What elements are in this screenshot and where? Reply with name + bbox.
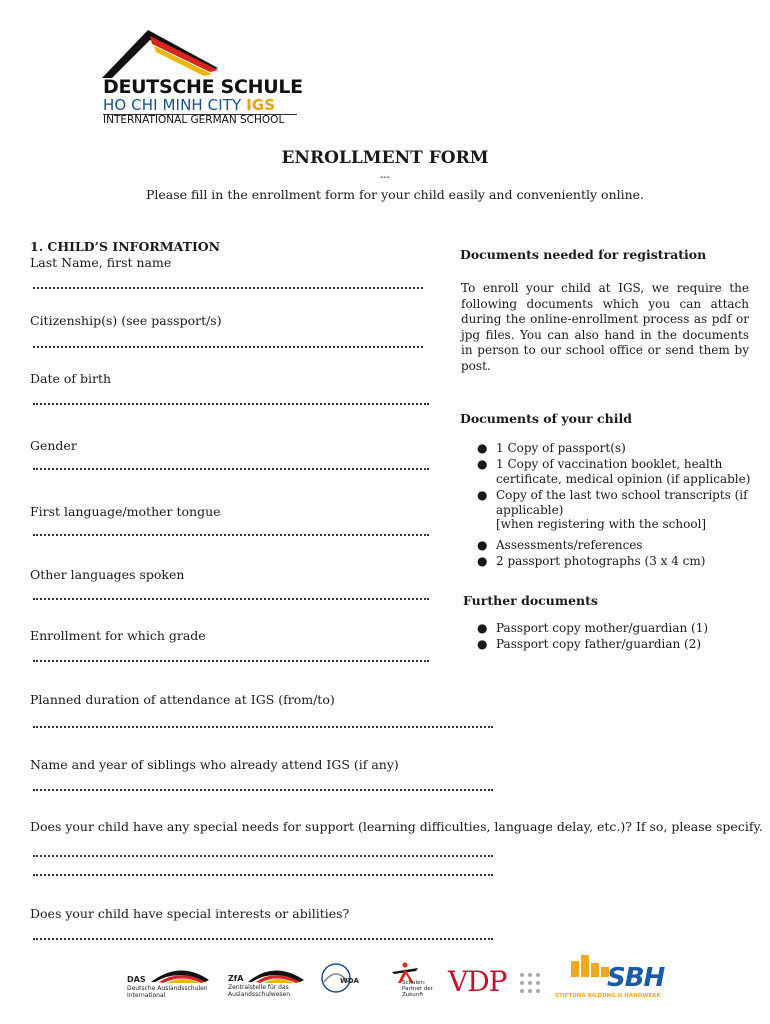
further-docs-list	[461, 621, 751, 652]
field-input-citizenship[interactable]	[33, 346, 423, 348]
field-label-special-needs: Does your child have any special needs for support (learning difficulties, language delay, etc.)? If so, please specify.	[30, 819, 763, 834]
sbh-logo-subtext: STIFTUNG BILDUNG & HANDWERK	[555, 993, 661, 999]
bullet-icon: ●	[477, 621, 488, 635]
vdp-logo	[448, 965, 548, 1001]
bullet-icon: ●	[477, 553, 488, 568]
field-input-first-language[interactable]	[33, 534, 429, 536]
title-separator: ---	[379, 172, 391, 183]
pasch-logo-text: Schulen: Partner der Zukunft	[402, 980, 433, 998]
further-docs-title: Further documents	[463, 593, 598, 608]
child-docs-title: Documents of your child	[460, 411, 632, 426]
field-label-attendance-duration: Planned duration of attendance at IGS (from/to)	[30, 692, 335, 707]
bullet-icon: ●	[477, 456, 488, 471]
list-item: ● Copy of the last two school transcripts (if applicable)	[477, 487, 748, 517]
list-item: ● 1 Copy of passport(s)	[477, 441, 626, 455]
sbh-logo-text: SBH	[607, 963, 665, 993]
docs-needed-title: Documents needed for registration	[460, 247, 707, 262]
section-heading-child-info: 1. CHILD’S INFORMATION	[30, 239, 221, 254]
das-logo-subtext: Deutsche Auslandsschulen International	[127, 985, 208, 999]
intro-text: Please fill in the enrollment form for your child easily and conveniently online.	[145, 187, 645, 202]
child-docs-note: [when registering with the school]	[496, 517, 707, 531]
docs-needed-text: To enroll your child at IGS, we require the following documents which you can attach during the online-enrollment process as pdf or jpg files. You can also hand in the documents in person to our school office or send them by post.	[461, 281, 749, 373]
bullet-icon: ●	[477, 487, 488, 502]
field-input-gender[interactable]	[33, 468, 429, 470]
logo-subtitle: HO CHI MINH CITY IGS	[103, 96, 276, 114]
page-title: ENROLLMENT FORM	[281, 148, 489, 168]
field-input-special-needs-2[interactable]	[33, 874, 493, 876]
bullet-icon: ●	[477, 538, 488, 552]
bullet-icon: ●	[477, 636, 488, 651]
logo-tagline: INTERNATIONAL GERMAN SCHOOL	[103, 114, 285, 126]
wda-logo	[318, 960, 378, 1000]
zfa-logo-text: ZfA	[228, 974, 244, 983]
vdp-logo-dots	[518, 971, 544, 997]
vdp-logo-text: VDP	[448, 965, 507, 998]
zfa-logo-subtext: Zentralstelle für das Auslandsschulwesen	[228, 984, 291, 998]
list-item: ● 1 Copy of vaccination booklet, health certificate, medical opinion (if applicable)	[477, 456, 751, 486]
bullet-icon: ●	[477, 441, 488, 455]
field-label-siblings: Name and year of siblings who already attend IGS (if any)	[30, 757, 399, 772]
pasch-logo	[388, 962, 440, 1000]
field-label-gender: Gender	[30, 438, 77, 453]
das-logo-text: DAS	[127, 975, 146, 984]
school-logo-arc	[100, 22, 220, 82]
field-input-name[interactable]	[33, 287, 423, 289]
das-logo	[125, 962, 220, 1002]
field-label-name: Last Name, first name	[30, 255, 172, 270]
field-input-special-interests[interactable]	[33, 938, 493, 940]
logo-title: DEUTSCHE SCHULE	[103, 76, 303, 98]
zfa-logo	[226, 962, 311, 1002]
field-label-other-languages: Other languages spoken	[30, 567, 185, 582]
sbh-logo	[555, 953, 665, 1001]
child-docs-more-list	[461, 538, 751, 569]
field-input-other-languages[interactable]	[33, 598, 429, 600]
list-item: ● Assessments/references	[477, 538, 643, 552]
field-label-grade: Enrollment for which grade	[30, 628, 206, 643]
field-label-date-of-birth: Date of birth	[30, 371, 112, 386]
wda-logo-text: WDA	[340, 977, 359, 985]
list-item: ● Passport copy father/guardian (2)	[477, 636, 702, 651]
field-label-citizenship: Citizenship(s) (see passport/s)	[30, 313, 222, 328]
field-input-date-of-birth[interactable]	[33, 403, 429, 405]
field-input-grade[interactable]	[33, 660, 429, 662]
field-input-special-needs-1[interactable]	[33, 855, 493, 857]
child-docs-list	[461, 441, 751, 519]
field-label-first-language: First language/mother tongue	[30, 504, 221, 519]
list-item: ● 2 passport photographs (3 x 4 cm)	[477, 553, 706, 568]
field-label-special-interests: Does your child have special interests or abilities?	[30, 906, 350, 921]
field-input-siblings[interactable]	[33, 789, 493, 791]
list-item: ● Passport copy mother/guardian (1)	[477, 621, 709, 635]
field-input-attendance-duration[interactable]	[33, 726, 493, 728]
